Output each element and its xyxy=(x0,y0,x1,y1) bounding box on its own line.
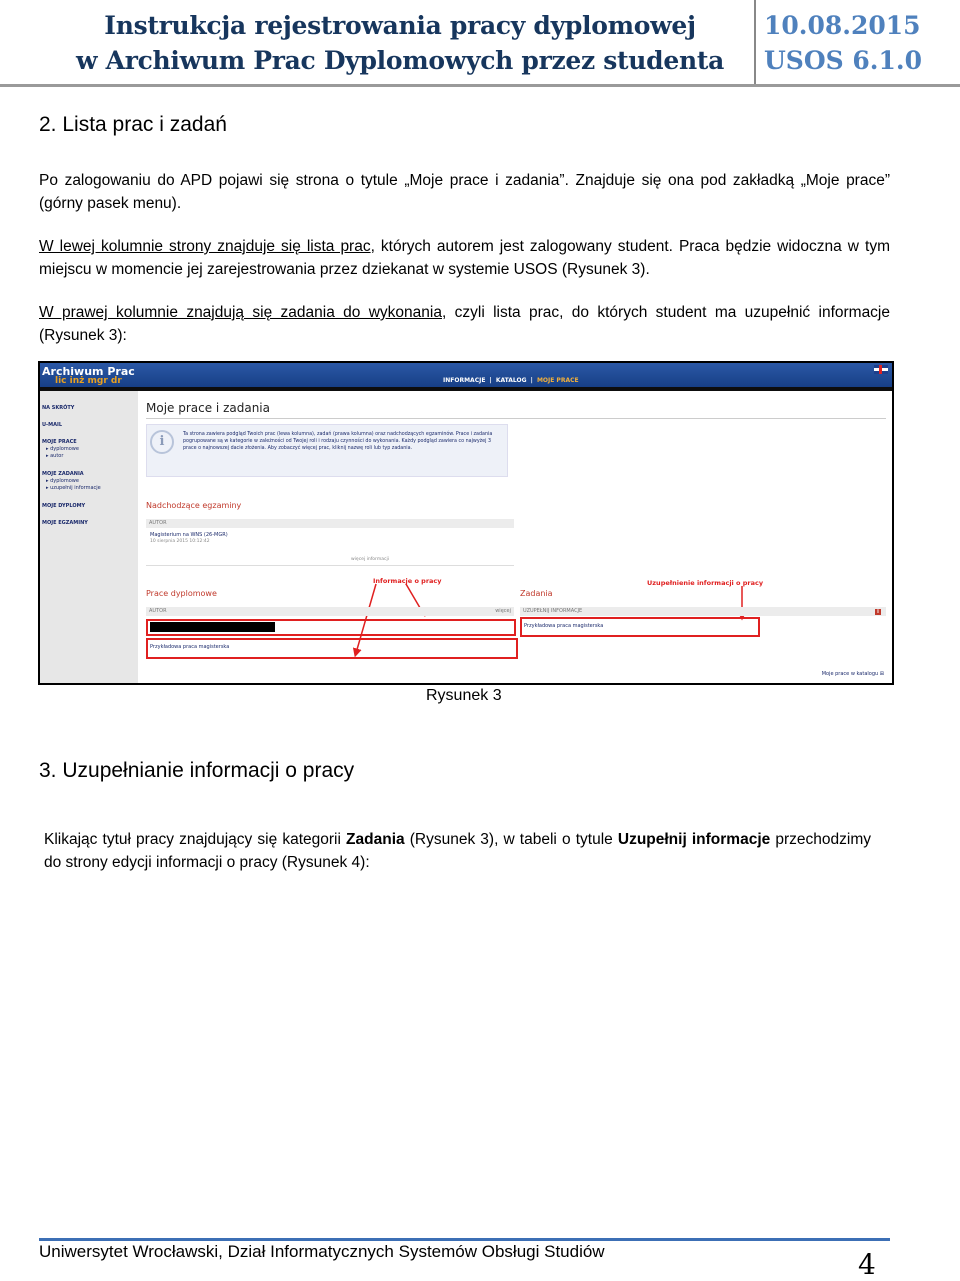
sidebar-item-moje-dyplomy[interactable]: MOJE DYPLOMY xyxy=(42,503,86,509)
annotation-info-label: Informacje o pracy xyxy=(373,577,442,585)
sidebar-subitem-dyplomowe[interactable]: ▸ dyplomowe xyxy=(46,478,79,484)
sidebar-subitem-uzupelnij[interactable]: ▸ uzupełnij informacje xyxy=(46,485,101,491)
annotation-fill-label: Uzupełnienie informacji o pracy xyxy=(647,579,764,587)
paragraph-text: Klikając tytuł pracy znajdujący się kategorii xyxy=(44,831,347,848)
exams-heading: Nadchodzące egzaminy xyxy=(146,501,242,510)
header-divider xyxy=(754,0,756,84)
nav-katalog[interactable]: KATALOG xyxy=(495,377,527,384)
paragraph-text: , czyli lista prac, do których student ma uzupełnić informacje (Rysunek 3): xyxy=(39,304,890,344)
figure-screenshot xyxy=(38,361,894,685)
paragraph-text: , których autorem jest zalogowany student. Praca będzie widoczna w tym miejscu w momencie jej zarejestrowania przez dziekanat w systemie USOS (Rysunek 3). xyxy=(39,238,890,278)
section-2-heading: 2. Lista prac i zadań xyxy=(39,113,227,136)
sidebar-item-moje-prace[interactable]: MOJE PRACE xyxy=(42,439,77,445)
section-2-paragraph-2 xyxy=(39,235,890,281)
annotation-box-work-item xyxy=(146,638,518,659)
nav-separator: | xyxy=(489,377,492,384)
app-brand-sub: lic inż mgr dr xyxy=(55,376,122,386)
document-header xyxy=(0,0,960,84)
app-topbar xyxy=(40,363,892,387)
exams-bar: AUTOR xyxy=(146,519,514,528)
exam-date: 10 sierpnia 2015 10:12:42 xyxy=(150,539,210,544)
task-item-link[interactable]: Przykładowa praca magisterska xyxy=(524,623,604,629)
works-heading: Prace dyplomowe xyxy=(146,589,217,598)
sidebar-item-umail[interactable]: U-MAIL xyxy=(42,422,63,428)
document-meta xyxy=(764,8,922,78)
paragraph-text: (Rysunek 3), w tabeli o tytule xyxy=(404,831,618,848)
nav-informacje[interactable]: INFORMACJE xyxy=(443,377,486,384)
tasks-bar xyxy=(520,607,886,616)
catalog-link-label[interactable]: Moje prace w katalogu xyxy=(821,671,879,677)
tasks-bar-label: UZUPEŁNIJ INFORMACJE xyxy=(523,608,583,614)
work-item-link[interactable]: Przykładowa praca magisterska xyxy=(150,644,230,650)
sidebar-subitem-autor[interactable]: ▸ autor xyxy=(46,453,64,459)
nav-moje-prace[interactable]: MOJE PRACE xyxy=(536,377,579,384)
underlined-text: W prawej kolumnie znajdują się zadania do wykonania xyxy=(39,304,442,321)
app-page-title: Moje prace i zadania xyxy=(146,401,270,415)
tasks-heading: Zadania xyxy=(520,589,553,598)
section-2-paragraph-1: Po zalogowaniu do APD pojawi się strona o tytule „Moje prace i zadania”. Znajduje się ona pod zakładką „Moje prace” (górny pasek menu). xyxy=(39,172,890,212)
sidebar-subitem-dyplomowe[interactable]: ▸ dyplomowe xyxy=(46,446,79,452)
tasks-info-icon[interactable]: i xyxy=(875,609,881,615)
catalog-link[interactable] xyxy=(822,671,884,677)
app-nav xyxy=(443,377,581,384)
title-line-2: w Archiwum Prac Dyplomowych przez studenta xyxy=(76,46,724,75)
section-3-paragraph xyxy=(44,828,871,874)
annotation-box-work-title xyxy=(146,619,516,636)
section-2-paragraph-3 xyxy=(39,301,890,347)
figure-caption: Rysunek 3 xyxy=(426,687,502,704)
bold-text: Uzupełnij informacje xyxy=(617,831,771,848)
footer-text: Uniwersytet Wrocławski, Dział Informatycznych Systemów Obsługi Studiów xyxy=(39,1242,605,1261)
exam-item[interactable]: Magisterium na WNS (26-MGR) xyxy=(150,532,228,538)
page-number: 4 xyxy=(858,1248,876,1281)
info-icon: i xyxy=(150,430,174,454)
nav-separator: | xyxy=(530,377,533,384)
header-rule xyxy=(0,84,960,87)
sidebar-item-na-skroty[interactable]: NA SKRÓTY xyxy=(42,405,75,411)
annotation-box-task-item xyxy=(520,617,760,637)
app-brand[interactable]: Archiwum Prac xyxy=(42,365,135,378)
sidebar-item-moje-egzaminy[interactable]: MOJE EGZAMINY xyxy=(42,520,88,526)
section-3-heading: 3. Uzupełnianie informacji o pracy xyxy=(39,759,355,782)
app-main xyxy=(138,391,892,683)
works-more-link[interactable]: więcej xyxy=(495,608,511,614)
exam-more-link[interactable]: więcej informacji xyxy=(351,557,389,562)
sidebar-item-moje-zadania[interactable]: MOJE ZADANIA xyxy=(42,471,84,477)
document-version: USOS 6.1.0 xyxy=(764,46,922,75)
underlined-text: W lewej kolumnie strony znajduje się lista prac xyxy=(39,238,371,255)
app-sidebar xyxy=(40,391,138,683)
bold-text: Zadania xyxy=(346,831,405,848)
info-text: Ta strona zawiera podgląd Twoich prac (lewa kolumna), zadań (prawa kolumna) oraz nadchodzących egzaminów. Prace i zadania pogrupowane są w kategorie w zależności od Twojej roli i rodzaju czynności do wykonania. Każdy podgląd zawiera co najwyżej 3 prace o najnowszej dacie złożenia. Aby zobaczyć więcej prac, kliknij nazwę roli lub typ zadania. xyxy=(183,432,493,451)
document-date: 10.08.2015 xyxy=(764,11,921,40)
works-bar xyxy=(146,607,514,616)
catalog-icon: ⊞ xyxy=(879,671,884,677)
uk-flag-icon[interactable] xyxy=(874,365,888,374)
title-line-1: Instrukcja rejestrowania pracy dyplomowej xyxy=(104,11,696,40)
paragraph-text: przechodzimy do strony edycji informacji o pracy (Rysunek 4): xyxy=(44,831,871,871)
works-bar-label: AUTOR xyxy=(149,608,167,614)
document-title xyxy=(50,8,750,78)
footer-rule xyxy=(39,1238,890,1241)
